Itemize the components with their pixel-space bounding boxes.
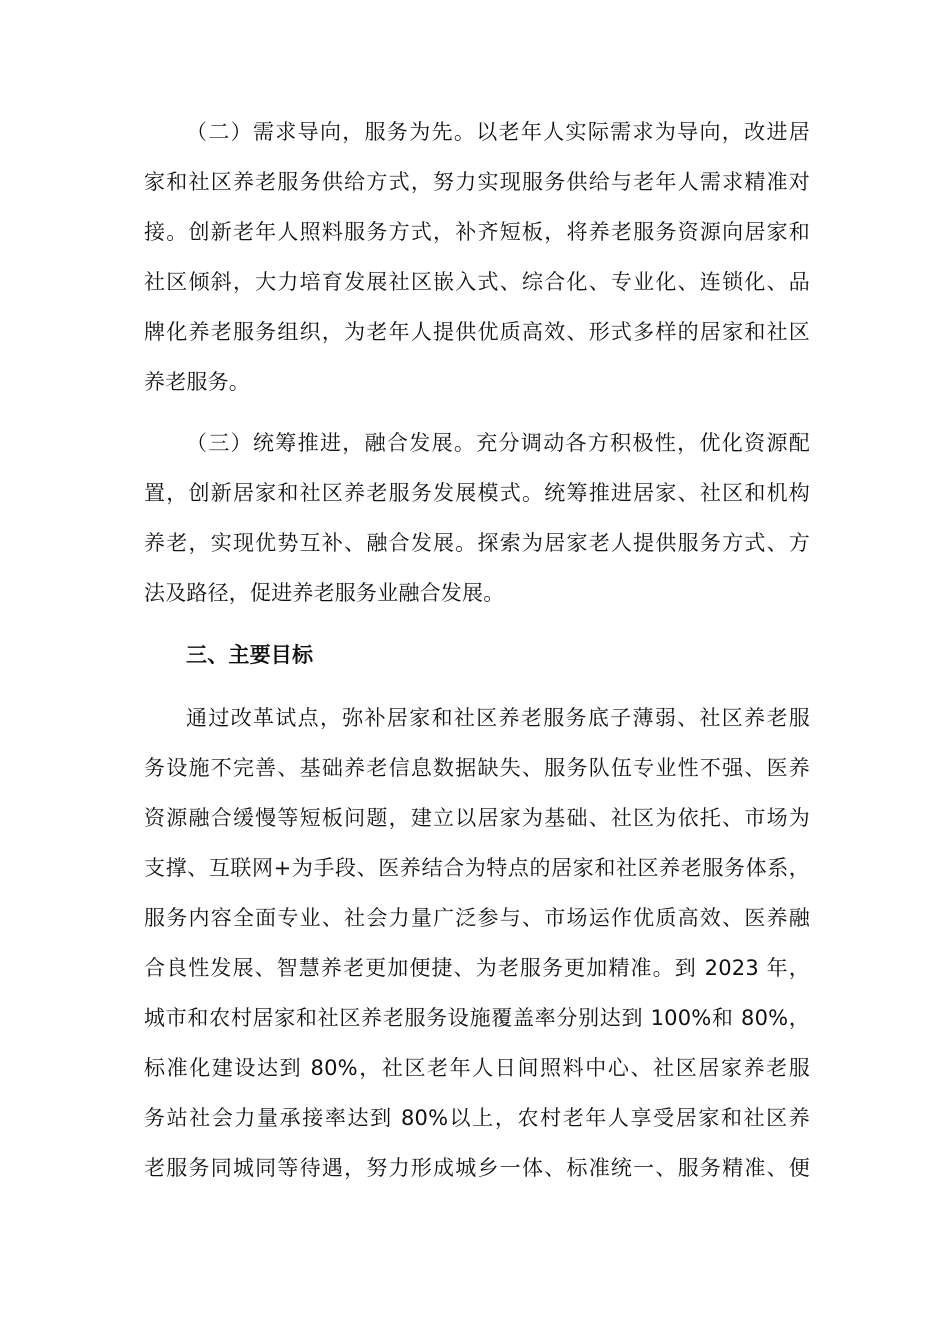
paragraph-line: 置，创新居家和社区养老服务发展模式。统筹推进居家、社区和机构: [144, 481, 810, 505]
paragraph-line: 支撑、互联网+为手段、医养结合为特点的居家和社区养老服务体系，: [144, 856, 810, 880]
paragraph-line: 养老服务。: [144, 370, 250, 394]
paragraph-line: 接。创新老年人照料服务方式，补齐短板，将养老服务资源向居家和: [144, 220, 810, 244]
paragraph-line: 务设施不完善、基础养老信息数据缺失、服务队伍专业性不强、医养: [144, 756, 810, 780]
paragraph-line: 通过改革试点，弥补居家和社区养老服务底子薄弱、社区养老服: [186, 706, 810, 730]
paragraph-line: 合良性发展、智慧养老更加便捷、为老服务更加精准。到 2023 年，: [144, 956, 810, 980]
paragraph-line: 牌化养老服务组织，为老年人提供优质高效、形式多样的居家和社区: [144, 320, 810, 344]
paragraph-line: （二）需求导向，服务为先。以老年人实际需求为导向，改进居: [186, 120, 810, 144]
paragraph-line: 老服务同城同等待遇，努力形成城乡一体、标准统一、服务精准、便: [144, 1156, 810, 1180]
paragraph-line: 家和社区养老服务供给方式，努力实现服务供给与老年人需求精准对: [144, 170, 810, 194]
paragraph-line: 标准化建设达到 80%，社区老年人日间照料中心、社区居家养老服: [144, 1056, 810, 1080]
paragraph-line: 城市和农村居家和社区养老服务设施覆盖率分别达到 100%和 80%，: [144, 1006, 810, 1030]
paragraph-line: 务站社会力量承接率达到 80%以上，农村老年人享受居家和社区养: [144, 1106, 810, 1130]
paragraph-line: 社区倾斜，大力培育发展社区嵌入式、综合化、专业化、连锁化、品: [144, 270, 810, 294]
paragraph-line: （三）统筹推进，融合发展。充分调动各方积极性，优化资源配: [186, 431, 810, 455]
paragraph-line: 养老，实现优势互补、融合发展。探索为居家老人提供服务方式、方: [144, 531, 810, 555]
paragraph-line: 法及路径，促进养老服务业融合发展。: [144, 581, 505, 605]
section-heading: 三、主要目标: [186, 643, 314, 667]
paragraph-line: 资源融合缓慢等短板问题，建立以居家为基础、社区为依托、市场为: [144, 806, 810, 830]
paragraph-line: 服务内容全面专业、社会力量广泛参与、市场运作优质高效、医养融: [144, 906, 810, 930]
